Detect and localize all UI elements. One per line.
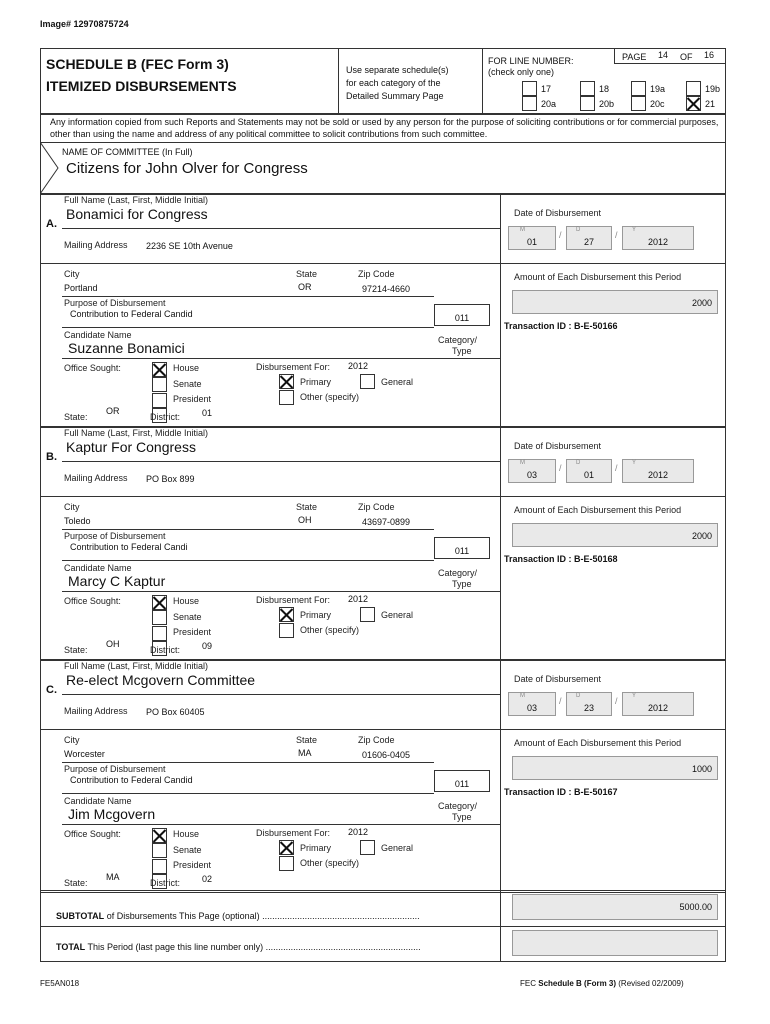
type-label: Type — [452, 346, 472, 356]
subtotal-label: SUBTOTAL — [56, 911, 105, 921]
notice-text: Any information copied from such Reports and Statements may not be sold or used by any person for the purpose of soliciting contributions or for commercial purposes, other than using the name and address of any political committee to solicit contributions from such committee. — [50, 117, 719, 139]
schedule-title: SCHEDULE B (FEC Form 3) — [46, 56, 229, 72]
category-label: Category/ — [438, 568, 478, 578]
form-ref-prefix: FEC — [520, 979, 536, 988]
office-senate-checkbox[interactable] — [152, 610, 167, 625]
date-day: 27 — [583, 237, 594, 247]
total-label: TOTAL — [56, 942, 86, 952]
date-day: 23 — [583, 703, 594, 713]
committee-label: NAME OF COMMITTEE (In Full) — [62, 147, 193, 157]
page-label: PAGE — [622, 52, 647, 62]
office-house-checkbox[interactable] — [152, 362, 167, 377]
office-president-checkbox[interactable] — [152, 393, 167, 408]
president-label: President — [173, 860, 212, 870]
president-label: President — [173, 394, 212, 404]
city-value: Toledo — [64, 516, 91, 526]
candidate-name-label: Candidate Name — [64, 796, 132, 806]
amount-label: Amount of Each Disbursement this Period — [514, 505, 682, 515]
total-row — [56, 942, 421, 952]
general-checkbox[interactable] — [360, 607, 375, 622]
senate-label: Senate — [173, 379, 202, 389]
payee-name: Bonamici for Congress — [66, 206, 208, 222]
line-20a-label: 20a — [541, 99, 557, 109]
total-leader: .............................................................. — [265, 942, 421, 952]
schedule-subtitle: ITEMIZED DISBURSEMENTS — [46, 78, 237, 94]
district-value: 09 — [202, 641, 213, 651]
candidate-name-label: Candidate Name — [64, 330, 132, 340]
election-year: 2012 — [348, 827, 369, 837]
instruction-line: for each category of the — [346, 78, 441, 88]
line-19b-label: 19b — [705, 84, 721, 94]
state-label: State — [296, 502, 318, 512]
date-label: Date of Disbursement — [514, 208, 602, 218]
city-value: Worcester — [64, 749, 105, 759]
general-label: General — [381, 843, 414, 853]
general-checkbox[interactable] — [360, 374, 375, 389]
candidate-state-label: State: — [64, 645, 88, 655]
page-number: 14 — [658, 50, 669, 60]
office-house-checkbox[interactable] — [152, 595, 167, 610]
primary-checkbox[interactable] — [279, 840, 294, 855]
zip-label: Zip Code — [358, 269, 395, 279]
image-id: Image# 12970875724 — [40, 19, 129, 29]
day-hint: D — [576, 693, 581, 699]
date-month: 03 — [526, 703, 537, 713]
mailing-address: PO Box 899 — [146, 474, 195, 484]
line-18-label: 18 — [599, 84, 610, 94]
purpose-label: Purpose of Disbursement — [64, 764, 166, 774]
other-label: Other (specify) — [300, 392, 360, 402]
date-day: 01 — [583, 470, 594, 480]
line-number-label: FOR LINE NUMBER: — [488, 56, 574, 66]
year-hint: Y — [632, 227, 637, 233]
state-value: OH — [298, 515, 312, 525]
form-ref-revision: (Revised 02/2009) — [618, 979, 684, 988]
line-19b-checkbox[interactable] — [686, 81, 701, 96]
line-17-label: 17 — [541, 84, 552, 94]
month-hint: M — [520, 693, 525, 699]
office-sought-label: Office Sought: — [64, 829, 121, 839]
amount-label: Amount of Each Disbursement this Period — [514, 738, 682, 748]
other-label: Other (specify) — [300, 625, 360, 635]
form-ref-name: Schedule B (Form 3) — [538, 979, 617, 988]
senate-label: Senate — [173, 612, 202, 622]
state-label: State — [296, 735, 318, 745]
mailing-address: 2236 SE 10th Avenue — [146, 241, 233, 251]
city-label: City — [64, 269, 80, 279]
primary-label: Primary — [300, 610, 331, 620]
district-label: District: — [150, 878, 180, 888]
year-hint: Y — [632, 460, 637, 466]
candidate-state: OH — [106, 639, 120, 649]
candidate-state-label: State: — [64, 878, 88, 888]
date-separator: / — [559, 696, 562, 706]
purpose-label: Purpose of Disbursement — [64, 531, 166, 541]
date-month: 01 — [526, 237, 537, 247]
election-year: 2012 — [348, 361, 369, 371]
candidate-state: OR — [106, 406, 120, 416]
line-19a-label: 19a — [650, 84, 666, 94]
candidate-state-label: State: — [64, 412, 88, 422]
date-year: 2012 — [647, 703, 669, 713]
date-label: Date of Disbursement — [514, 674, 602, 684]
zip-label: Zip Code — [358, 502, 395, 512]
payee-name: Kaptur For Congress — [66, 439, 196, 455]
candidate-name: Jim Mcgovern — [68, 806, 156, 822]
date-separator: / — [615, 230, 618, 240]
zip-value: 43697-0899 — [362, 517, 411, 527]
zip-label: Zip Code — [358, 735, 395, 745]
transaction-id: Transaction ID : B-E-50167 — [504, 787, 618, 797]
general-label: General — [381, 610, 414, 620]
other-checkbox[interactable] — [279, 856, 294, 871]
district-value: 01 — [202, 408, 213, 418]
date-separator: / — [615, 696, 618, 706]
committee-name: Citizens for John Olver for Congress — [66, 160, 308, 177]
line-20c-checkbox[interactable] — [631, 96, 646, 111]
month-hint: M — [520, 227, 525, 233]
purpose-value: Contribution to Federal Candi — [70, 542, 188, 552]
total-text: This Period (last page this line number only) — [87, 942, 264, 952]
page-total: 16 — [704, 50, 715, 60]
line-20c-label: 20c — [650, 99, 665, 109]
of-label: OF — [680, 52, 693, 62]
district-value: 02 — [202, 874, 213, 884]
disbursement-for-label: Disbursement For: — [256, 362, 331, 372]
line-18-checkbox[interactable] — [580, 81, 595, 96]
zip-value: 97214-4660 — [362, 284, 411, 294]
office-sought-label: Office Sought: — [64, 363, 121, 373]
date-label: Date of Disbursement — [514, 441, 602, 451]
primary-label: Primary — [300, 843, 331, 853]
other-label: Other (specify) — [300, 858, 360, 868]
amount-value: 2000 — [691, 531, 712, 541]
amount-value: 1000 — [691, 764, 712, 774]
line-19a-checkbox[interactable] — [631, 81, 646, 96]
form-reference — [520, 979, 684, 988]
full-name-label: Full Name (Last, First, Middle Initial) — [64, 428, 209, 438]
category-label: Category/ — [438, 801, 478, 811]
primary-label: Primary — [300, 377, 331, 387]
mailing-address-label: Mailing Address — [64, 240, 128, 250]
other-checkbox[interactable] — [279, 623, 294, 638]
type-label: Type — [452, 812, 472, 822]
subtotal-leader: ............................................................... — [262, 911, 420, 921]
city-label: City — [64, 735, 80, 745]
mailing-address-label: Mailing Address — [64, 473, 128, 483]
form-code: FE5AN018 — [40, 979, 80, 988]
date-year: 2012 — [647, 470, 669, 480]
day-hint: D — [576, 227, 581, 233]
senate-label: Senate — [173, 845, 202, 855]
candidate-name: Marcy C Kaptur — [68, 573, 166, 589]
house-label: House — [173, 829, 200, 839]
zip-value: 01606-0405 — [362, 750, 411, 760]
entry-letter: A. — [46, 218, 57, 230]
type-label: Type — [452, 579, 472, 589]
instruction-line: Use separate schedule(s) — [346, 65, 449, 75]
president-label: President — [173, 627, 212, 637]
primary-checkbox[interactable] — [279, 607, 294, 622]
day-hint: D — [576, 460, 581, 466]
mailing-address: PO Box 60405 — [146, 707, 205, 717]
category-code: 011 — [454, 313, 470, 323]
district-label: District: — [150, 645, 180, 655]
office-sought-label: Office Sought: — [64, 596, 121, 606]
state-value: MA — [298, 748, 312, 758]
line-20a-checkbox[interactable] — [522, 96, 537, 111]
district-label: District: — [150, 412, 180, 422]
house-label: House — [173, 596, 200, 606]
other-checkbox[interactable] — [279, 390, 294, 405]
state-label: State — [296, 269, 318, 279]
instruction-line: Detailed Summary Page — [346, 91, 444, 101]
disbursement-for-label: Disbursement For: — [256, 828, 331, 838]
line-20b-label: 20b — [599, 99, 615, 109]
general-checkbox[interactable] — [360, 840, 375, 855]
date-separator: / — [559, 230, 562, 240]
date-month: 03 — [526, 470, 537, 480]
primary-checkbox[interactable] — [279, 374, 294, 389]
transaction-id: Transaction ID : B-E-50168 — [504, 554, 618, 564]
line-21-checkbox[interactable] — [686, 96, 701, 111]
mailing-address-label: Mailing Address — [64, 706, 128, 716]
date-separator: / — [559, 463, 562, 473]
category-label: Category/ — [438, 335, 478, 345]
purpose-label: Purpose of Disbursement — [64, 298, 166, 308]
line-20b-checkbox[interactable] — [580, 96, 595, 111]
city-value: Portland — [64, 283, 98, 293]
subtotal-row — [56, 911, 420, 921]
full-name-label: Full Name (Last, First, Middle Initial) — [64, 195, 209, 205]
amount-label: Amount of Each Disbursement this Period — [514, 272, 682, 282]
amount-value: 2000 — [691, 298, 712, 308]
subtotal-amount: 5000.00 — [679, 902, 712, 912]
purpose-value: Contribution to Federal Candid — [70, 309, 193, 319]
date-separator: / — [615, 463, 618, 473]
office-senate-checkbox[interactable] — [152, 377, 167, 392]
state-value: OR — [298, 282, 312, 292]
category-code: 011 — [454, 779, 470, 789]
payee-name: Re-elect Mcgovern Committee — [66, 672, 256, 688]
candidate-name-label: Candidate Name — [64, 563, 132, 573]
subtotal-text: of Disbursements This Page (optional) — [106, 911, 260, 921]
office-senate-checkbox[interactable] — [152, 843, 167, 858]
candidate-name: Suzanne Bonamici — [68, 340, 185, 356]
office-house-checkbox[interactable] — [152, 828, 167, 843]
date-year: 2012 — [647, 237, 669, 247]
election-year: 2012 — [348, 594, 369, 604]
line-21-label: 21 — [705, 99, 716, 109]
category-code: 011 — [454, 546, 470, 556]
purpose-value: Contribution to Federal Candid — [70, 775, 193, 785]
city-label: City — [64, 502, 80, 512]
transaction-id: Transaction ID : B-E-50166 — [504, 321, 618, 331]
office-president-checkbox[interactable] — [152, 626, 167, 641]
total-amount-field[interactable] — [512, 930, 718, 956]
full-name-label: Full Name (Last, First, Middle Initial) — [64, 661, 209, 671]
general-label: General — [381, 377, 414, 387]
month-hint: M — [520, 460, 525, 466]
check-only-one: (check only one) — [488, 67, 555, 77]
committee-arrow — [40, 142, 60, 194]
entry-letter: B. — [46, 451, 57, 463]
year-hint: Y — [632, 693, 637, 699]
disbursement-for-label: Disbursement For: — [256, 595, 331, 605]
candidate-state: MA — [106, 872, 120, 882]
line-17-checkbox[interactable] — [522, 81, 537, 96]
office-president-checkbox[interactable] — [152, 859, 167, 874]
house-label: House — [173, 363, 200, 373]
entry-letter: C. — [46, 684, 57, 696]
